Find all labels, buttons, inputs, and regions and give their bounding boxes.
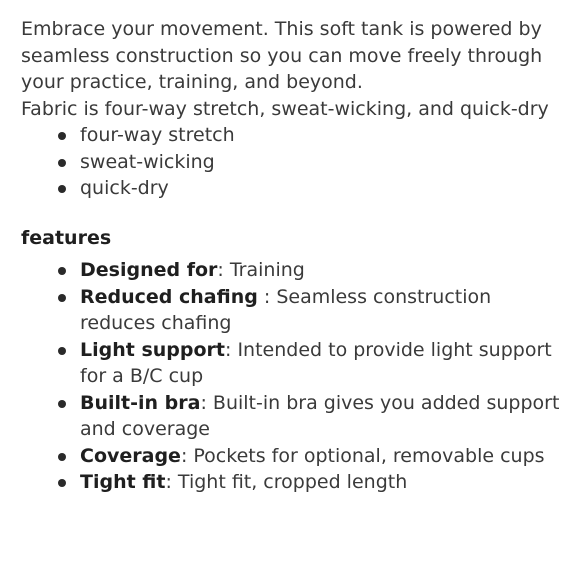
fabric-points-list xyxy=(21,122,561,202)
feature-separator: : xyxy=(225,338,238,361)
feature-text: Seamless construction reduces chafing xyxy=(80,285,492,334)
feature-name: Coverage xyxy=(80,444,181,467)
feature-name: Light support xyxy=(80,338,225,361)
feature-text: Built-in bra gives you added support and coverage xyxy=(80,391,560,440)
feature-name: Reduced chafing xyxy=(80,285,258,308)
feature-separator: : xyxy=(165,471,178,493)
features-heading: features xyxy=(21,226,112,249)
feature-text: Pockets for optional, removable cups xyxy=(193,444,545,467)
feature-item xyxy=(80,443,561,470)
feature-separator: : xyxy=(180,444,194,467)
list-item: four-way stretch xyxy=(80,122,561,149)
list-item: quick-dry xyxy=(80,175,561,202)
feature-text: Training xyxy=(229,259,305,281)
features-list xyxy=(21,257,561,496)
feature-item xyxy=(80,390,561,443)
intro-paragraph: Embrace your movement. This soft tank is powered by seamless construction so you can move freely through your practice, training, and beyond. xyxy=(21,18,543,93)
feature-item xyxy=(80,284,561,337)
feature-name: Tight fit xyxy=(80,471,166,493)
feature-name: Designed for xyxy=(80,259,218,281)
fabric-line: Fabric is four-way stretch, sweat-wicking, and quick-dry xyxy=(21,97,549,120)
feature-text: Tight fit, cropped length xyxy=(177,471,408,493)
feature-item xyxy=(80,469,561,496)
list-item: sweat-wicking xyxy=(80,149,561,176)
feature-separator: : xyxy=(200,391,213,414)
feature-text: Intended to provide light support for a B/C cup xyxy=(80,338,552,387)
feature-item xyxy=(80,337,561,390)
feature-item xyxy=(80,257,561,284)
feature-separator: : xyxy=(257,285,277,308)
feature-separator: : xyxy=(217,259,230,281)
product-description xyxy=(21,16,561,496)
feature-name: Built-in bra xyxy=(80,391,201,414)
